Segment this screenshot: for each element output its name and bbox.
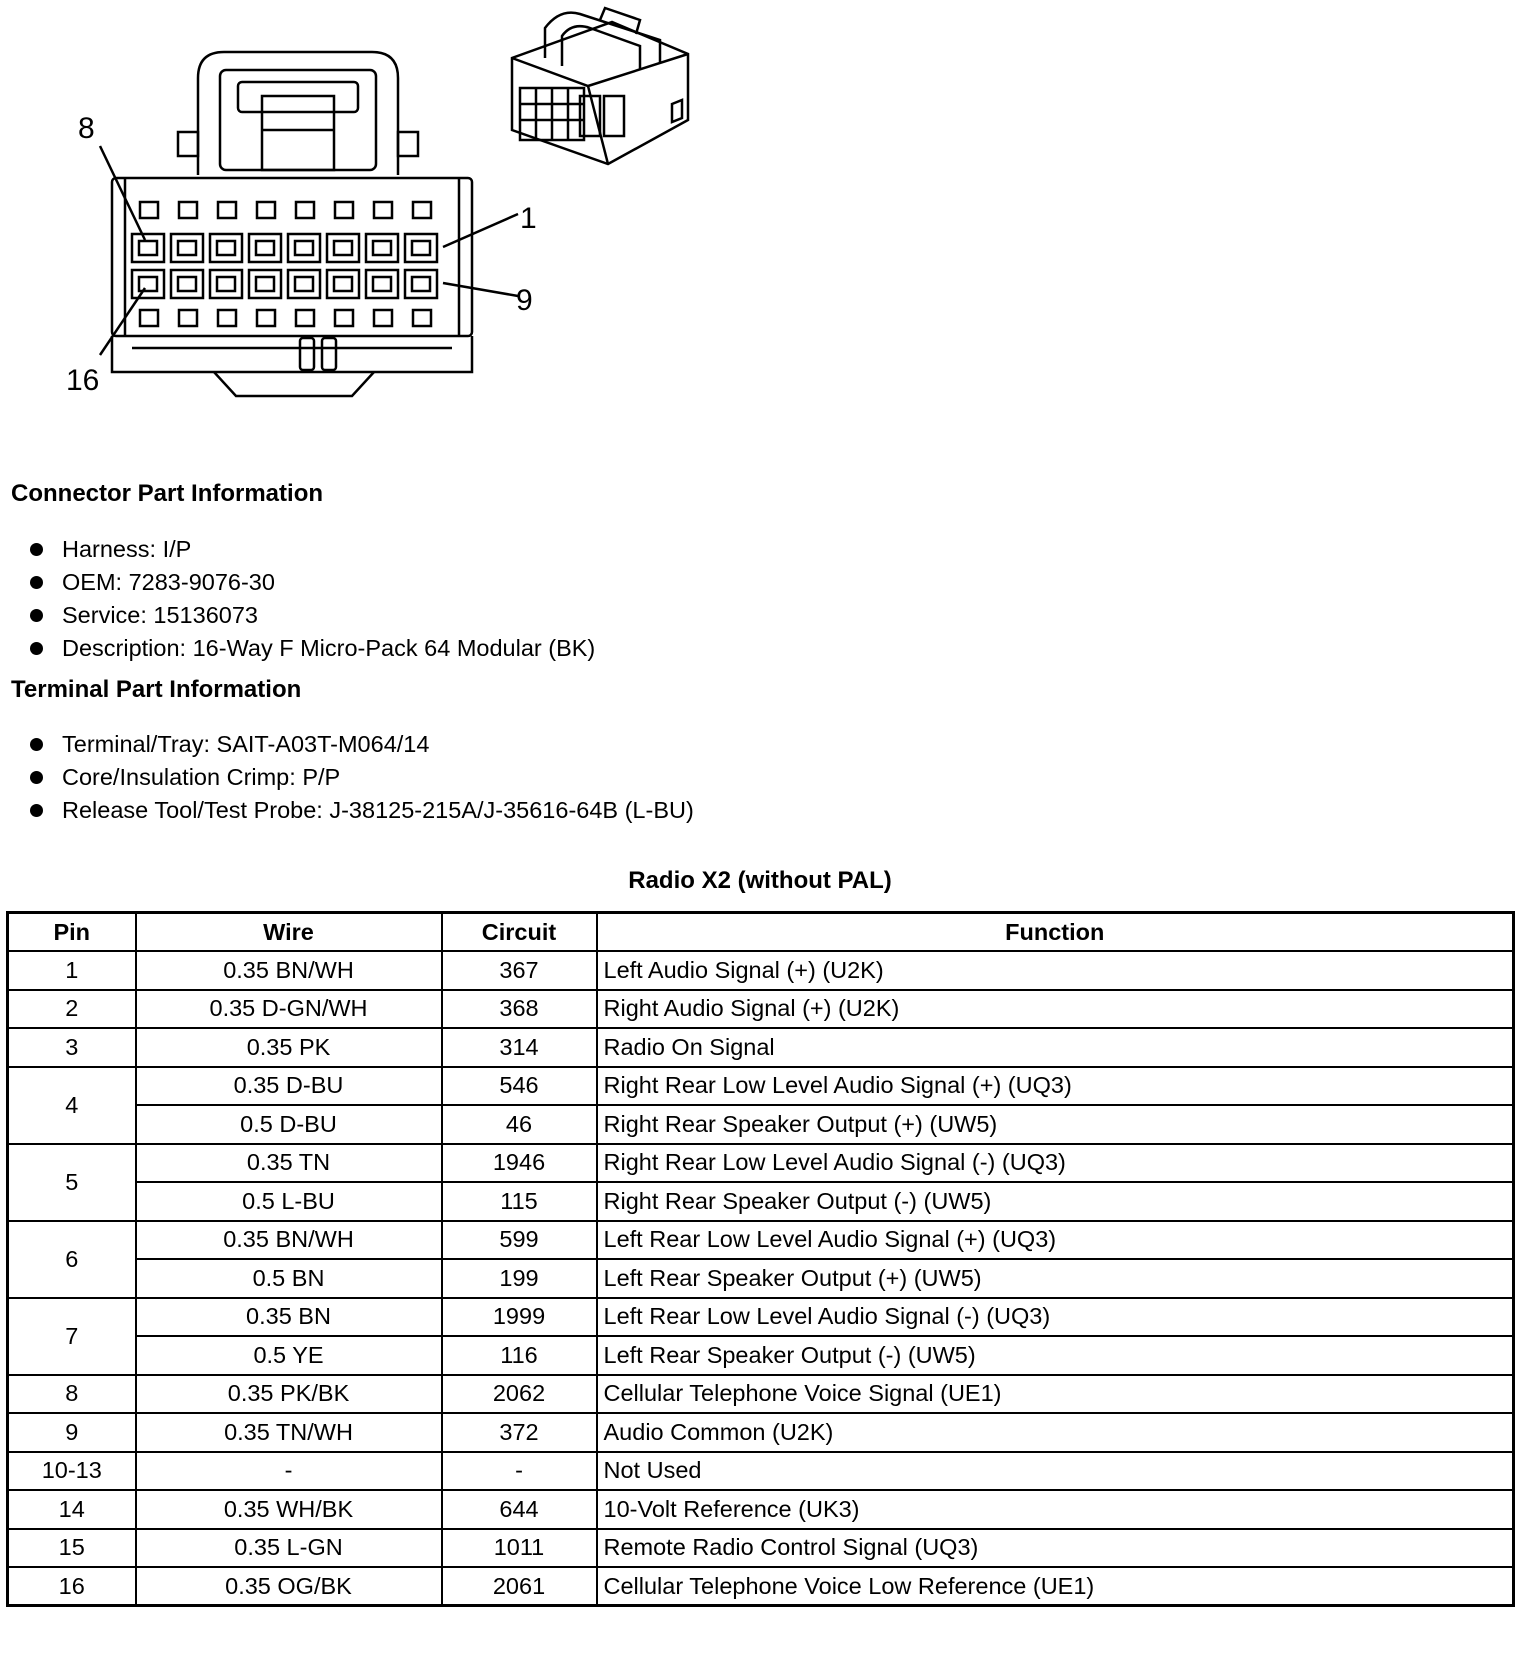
top-latch-slot (296, 202, 314, 218)
cell-wire: 0.35 BN (136, 1298, 442, 1337)
pin-cavity-inner (139, 277, 157, 291)
pin-cavity (327, 270, 359, 298)
pin-cavity (288, 234, 320, 262)
pin-cavity-inner (412, 277, 430, 291)
cell-pin: 15 (8, 1529, 136, 1568)
cell-function: Not Used (597, 1452, 1514, 1491)
bottom-latch-slot (257, 310, 275, 326)
cell-wire: 0.5 D-BU (136, 1105, 442, 1144)
cell-wire: 0.35 D-BU (136, 1067, 442, 1106)
cell-circuit: 599 (442, 1221, 597, 1260)
cell-function: Left Rear Low Level Audio Signal (+) (UQ3) (597, 1221, 1514, 1260)
pin-cavity-inner (373, 277, 391, 291)
list-item: Terminal/Tray: SAIT-A03T-M064/14 (28, 728, 694, 761)
cell-pin: 6 (8, 1221, 136, 1298)
pin-cavity (327, 234, 359, 262)
bottom-latch-slot (374, 310, 392, 326)
cell-pin: 8 (8, 1375, 136, 1414)
cell-wire: 0.35 TN/WH (136, 1413, 442, 1452)
cell-circuit: 116 (442, 1336, 597, 1375)
cell-function: Right Rear Speaker Output (-) (UW5) (597, 1182, 1514, 1221)
pin-cavity (366, 270, 398, 298)
cell-pin: 16 (8, 1567, 136, 1606)
cell-circuit: 372 (442, 1413, 597, 1452)
cell-wire: 0.35 PK (136, 1028, 442, 1067)
cell-wire: 0.35 TN (136, 1144, 442, 1183)
cell-circuit: 1011 (442, 1529, 597, 1568)
table-row (8, 990, 1514, 1029)
table-row (8, 1105, 1514, 1144)
list-item: OEM: 7283-9076-30 (28, 566, 595, 599)
pin-label-8: 8 (78, 112, 95, 145)
pin-cavity (132, 234, 164, 262)
pin-cavity-inner (178, 277, 196, 291)
pin-cavity (171, 270, 203, 298)
table-row (8, 1298, 1514, 1337)
bottom-latch-slot (179, 310, 197, 326)
pin-cavity-inner (334, 241, 352, 255)
connector-diagram (0, 0, 720, 420)
table-header-row (8, 913, 1514, 952)
cell-function: Left Rear Speaker Output (-) (UW5) (597, 1336, 1514, 1375)
pin-cavity (210, 234, 242, 262)
top-latch-slot (140, 202, 158, 218)
pin-cavity (210, 270, 242, 298)
pin-cavity (288, 270, 320, 298)
cell-circuit: 2062 (442, 1375, 597, 1414)
pin-cavity-inner (412, 241, 430, 255)
pin-cavity-inner (178, 241, 196, 255)
cell-wire: 0.35 BN/WH (136, 1221, 442, 1260)
table-row (8, 1221, 1514, 1260)
cell-function: Right Rear Low Level Audio Signal (-) (UQ3) (597, 1144, 1514, 1183)
top-latch-slot (257, 202, 275, 218)
cell-pin: 7 (8, 1298, 136, 1375)
cell-function: 10-Volt Reference (UK3) (597, 1490, 1514, 1529)
bottom-latch-slot (335, 310, 353, 326)
pin-cavity-inner (217, 241, 235, 255)
table-row (8, 1336, 1514, 1375)
cell-function: Remote Radio Control Signal (UQ3) (597, 1529, 1514, 1568)
pin-cavity (132, 270, 164, 298)
list-item: Description: 16-Way F Micro-Pack 64 Modular (BK) (28, 632, 595, 665)
top-latch-slot (335, 202, 353, 218)
cell-pin: 1 (8, 951, 136, 990)
pin-cavity-inner (334, 277, 352, 291)
bottom-latch-slot (140, 310, 158, 326)
cell-circuit: 1946 (442, 1144, 597, 1183)
column-header-wire: Wire (136, 913, 442, 952)
cell-function: Left Rear Speaker Output (+) (UW5) (597, 1259, 1514, 1298)
cell-circuit: 368 (442, 990, 597, 1029)
pin-label-16: 16 (66, 364, 100, 397)
terminal-part-information-heading: Terminal Part Information (11, 676, 302, 703)
table-row (8, 1375, 1514, 1414)
cell-pin: 5 (8, 1144, 136, 1221)
pin-label-1: 1 (520, 202, 537, 235)
cell-wire: 0.5 BN (136, 1259, 442, 1298)
cell-circuit: 367 (442, 951, 597, 990)
cell-wire: 0.35 WH/BK (136, 1490, 442, 1529)
cell-pin: 3 (8, 1028, 136, 1067)
cell-pin: 9 (8, 1413, 136, 1452)
cell-function: Cellular Telephone Voice Low Reference (UE1) (597, 1567, 1514, 1606)
cell-function: Right Audio Signal (+) (U2K) (597, 990, 1514, 1029)
table-row (8, 1182, 1514, 1221)
column-header-pin: Pin (8, 913, 136, 952)
pin-cavity (249, 270, 281, 298)
cell-circuit: 314 (442, 1028, 597, 1067)
pin-label-9: 9 (516, 284, 533, 317)
bottom-latch-slot (218, 310, 236, 326)
cell-function: Right Rear Speaker Output (+) (UW5) (597, 1105, 1514, 1144)
list-item: Core/Insulation Crimp: P/P (28, 761, 694, 794)
cell-circuit: - (442, 1452, 597, 1491)
table-row (8, 1529, 1514, 1568)
cell-circuit: 644 (442, 1490, 597, 1529)
cell-function: Radio On Signal (597, 1028, 1514, 1067)
pin-cavity (171, 234, 203, 262)
top-latch-slot (179, 202, 197, 218)
cell-wire: 0.35 PK/BK (136, 1375, 442, 1414)
cell-wire: 0.35 D-GN/WH (136, 990, 442, 1029)
table-caption: Radio X2 (without PAL) (628, 867, 892, 894)
table-row (8, 1452, 1514, 1491)
cell-function: Audio Common (U2K) (597, 1413, 1514, 1452)
table-row (8, 951, 1514, 990)
cell-circuit: 115 (442, 1182, 597, 1221)
top-latch-slot (413, 202, 431, 218)
cell-circuit: 546 (442, 1067, 597, 1106)
cell-function: Cellular Telephone Voice Signal (UE1) (597, 1375, 1514, 1414)
pinout-table-body (8, 951, 1514, 1606)
connector-face-drawing (112, 52, 472, 396)
cell-circuit: 46 (442, 1105, 597, 1144)
connector-isometric-drawing (512, 8, 688, 164)
bottom-latch-slot (413, 310, 431, 326)
pin-cavity-inner (295, 241, 313, 255)
cell-wire: 0.5 L-BU (136, 1182, 442, 1221)
pin-cavity-inner (295, 277, 313, 291)
list-item: Release Tool/Test Probe: J-38125-215A/J-35616-64B (L-BU) (28, 794, 694, 827)
cell-wire: 0.35 OG/BK (136, 1567, 442, 1606)
pin-cavity-grid (132, 202, 437, 326)
cell-pin: 14 (8, 1490, 136, 1529)
cell-function: Left Rear Low Level Audio Signal (-) (UQ3) (597, 1298, 1514, 1337)
pin-cavity (366, 234, 398, 262)
cell-circuit: 199 (442, 1259, 597, 1298)
cell-pin: 4 (8, 1067, 136, 1144)
pin-cavity (405, 234, 437, 262)
pin-cavity-inner (373, 241, 391, 255)
top-latch-slot (374, 202, 392, 218)
table-row (8, 1567, 1514, 1606)
column-header-circuit: Circuit (442, 913, 597, 952)
cell-wire: - (136, 1452, 442, 1491)
list-item: Harness: I/P (28, 533, 595, 566)
cell-pin: 2 (8, 990, 136, 1029)
list-item: Service: 15136073 (28, 599, 595, 632)
connector-part-information-list (28, 533, 595, 665)
cell-pin: 10-13 (8, 1452, 136, 1491)
cell-wire: 0.35 L-GN (136, 1529, 442, 1568)
pin-cavity (249, 234, 281, 262)
terminal-part-information-list (28, 728, 694, 827)
bottom-latch-slot (296, 310, 314, 326)
cell-circuit: 1999 (442, 1298, 597, 1337)
pin-cavity-inner (256, 241, 274, 255)
cell-wire: 0.5 YE (136, 1336, 442, 1375)
pin-cavity-inner (139, 241, 157, 255)
cell-function: Right Rear Low Level Audio Signal (+) (UQ3) (597, 1067, 1514, 1106)
pin-cavity (405, 270, 437, 298)
table-row (8, 1413, 1514, 1452)
table-row (8, 1028, 1514, 1067)
top-latch-slot (218, 202, 236, 218)
table-row (8, 1067, 1514, 1106)
cell-circuit: 2061 (442, 1567, 597, 1606)
pinout-table (6, 911, 1515, 1607)
table-row (8, 1259, 1514, 1298)
pin-cavity-inner (217, 277, 235, 291)
connector-part-information-heading: Connector Part Information (11, 480, 324, 507)
cell-wire: 0.35 BN/WH (136, 951, 442, 990)
table-row (8, 1490, 1514, 1529)
column-header-function: Function (597, 913, 1514, 952)
cell-function: Left Audio Signal (+) (U2K) (597, 951, 1514, 990)
pin-cavity-inner (256, 277, 274, 291)
table-row (8, 1144, 1514, 1183)
